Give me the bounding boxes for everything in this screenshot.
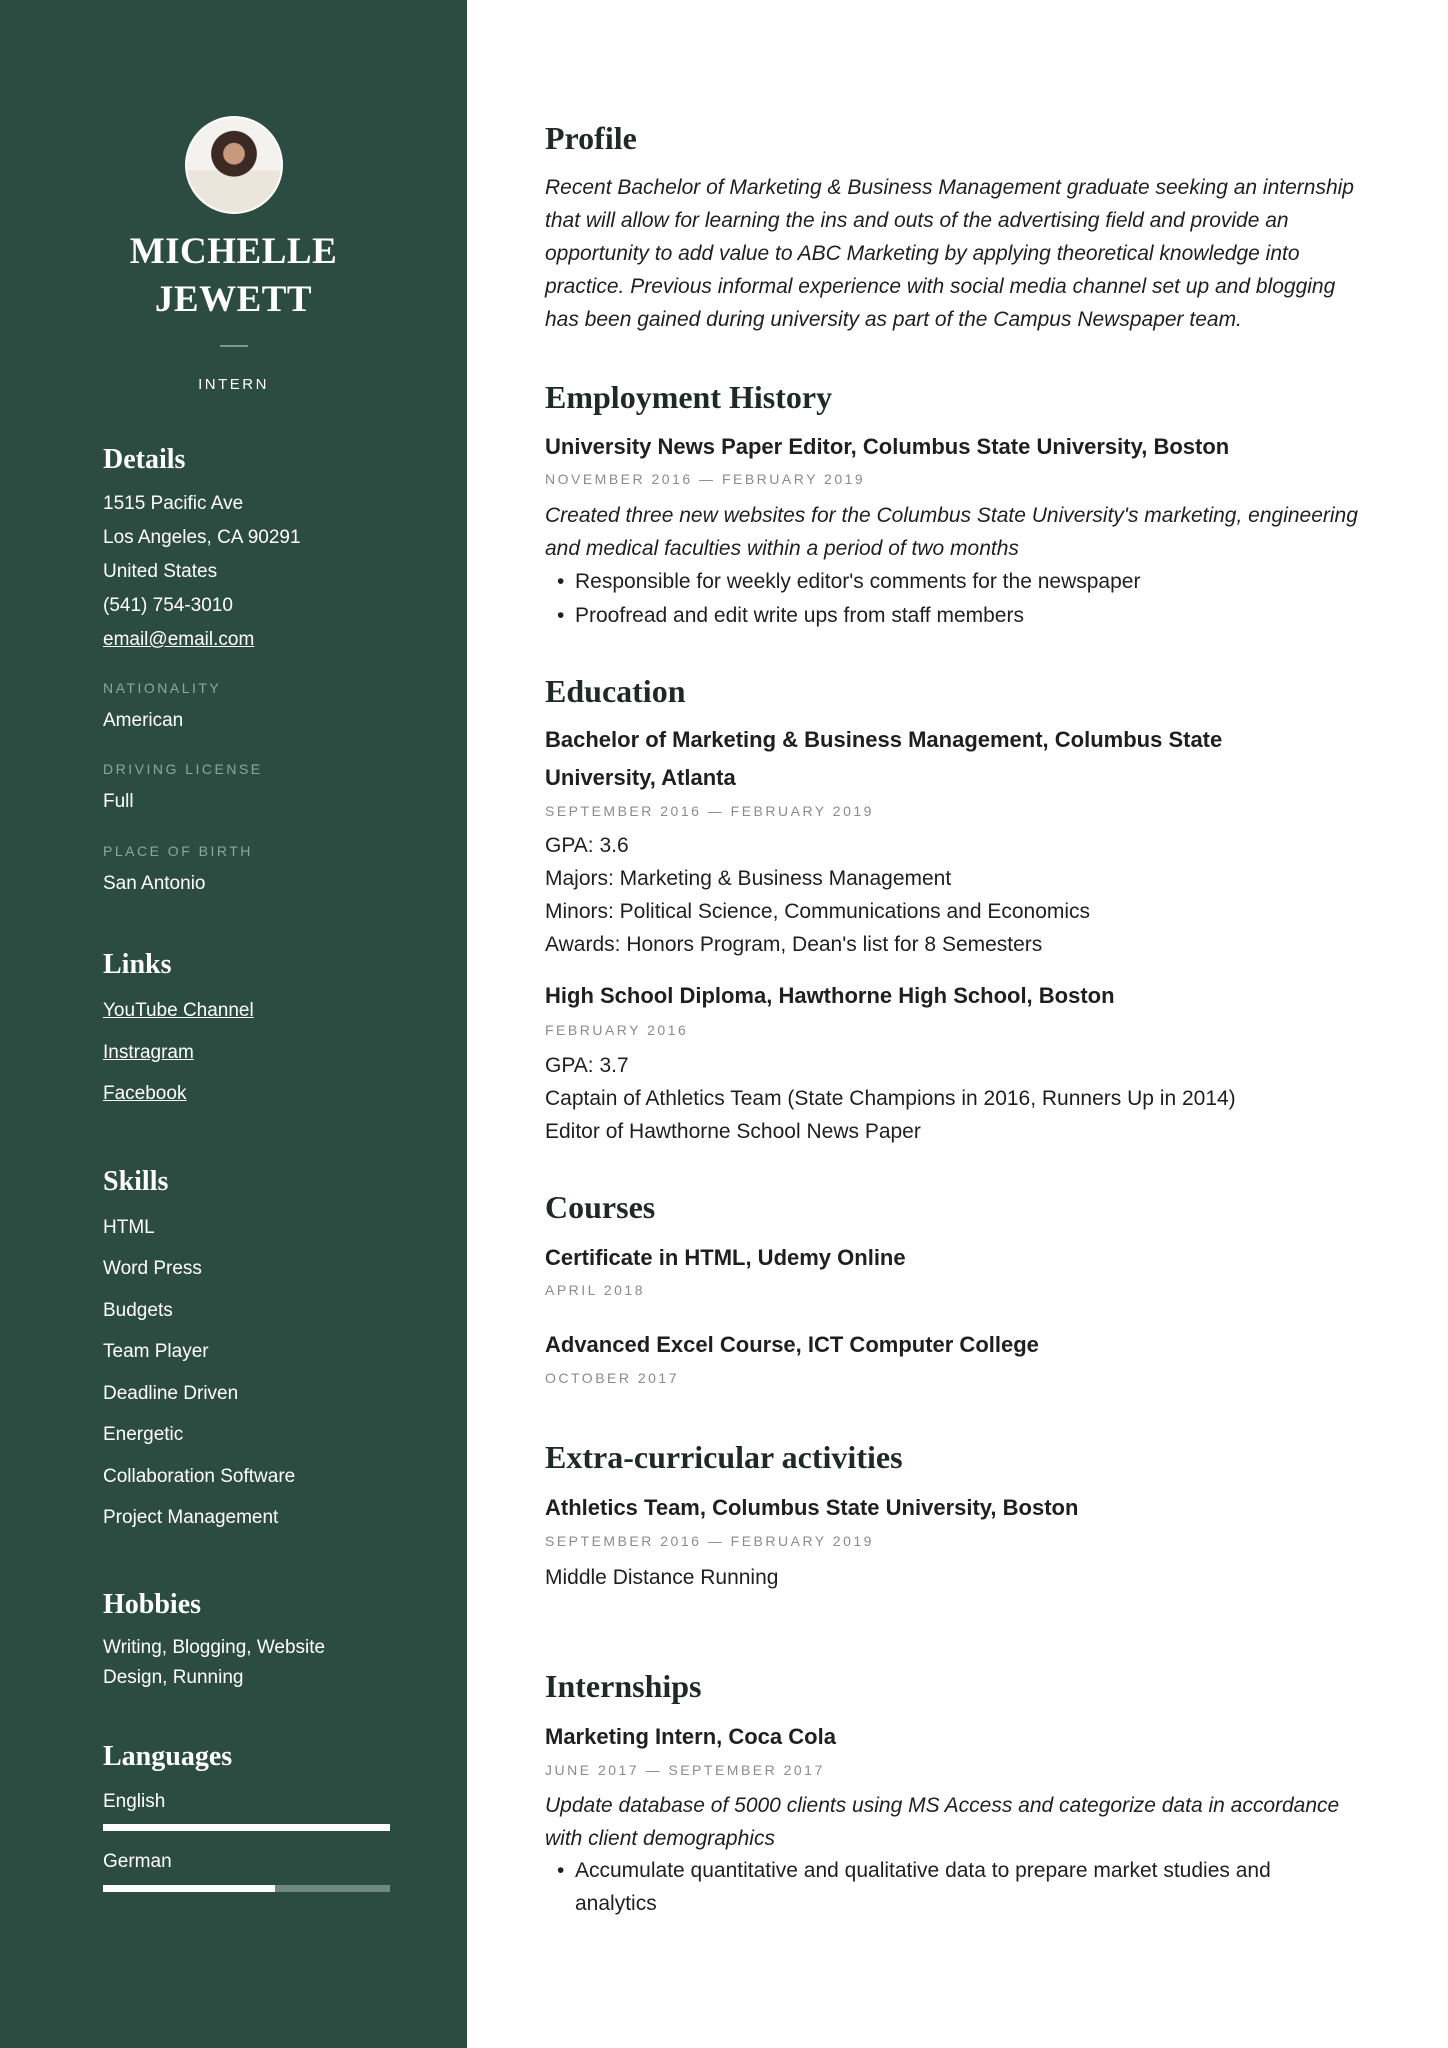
job-desc: and medical faculties within a period of two months <box>545 537 1019 560</box>
activity-title: Athletics Team, Columbus State University, Boston <box>545 1495 1079 1520</box>
skill-item: Budgets <box>103 1300 173 1321</box>
job-bullet: • Proofread and edit write ups from staff members <box>575 599 1024 632</box>
degree-line: Awards: Honors Program, Dean's list for 8 Semesters <box>545 933 1043 956</box>
profile-heading: Profile <box>545 120 637 156</box>
hobbies-heading: Hobbies <box>103 1589 202 1620</box>
school-date: FEBRUARY 2016 <box>545 1022 689 1038</box>
internship-bullet: • Accumulate quantitative and qualitative data to prepare market studies and <box>575 1854 1271 1887</box>
phone: (541) 754-3010 <box>103 595 233 616</box>
degree-line: Minors: Political Science, Communications and Economics <box>545 900 1091 923</box>
internships-heading: Internships <box>545 1668 702 1704</box>
language-level-bar-english <box>103 1824 390 1831</box>
skill-item: Energetic <box>103 1424 184 1445</box>
internship-date: JUNE 2017 — SEPTEMBER 2017 <box>545 1762 825 1778</box>
birth-label: PLACE OF BIRTH <box>103 843 253 859</box>
address-line2: Los Angeles, CA 90291 <box>103 527 301 548</box>
license: Full <box>103 791 134 812</box>
skill-item: HTML <box>103 1217 155 1238</box>
education-heading: Education <box>545 673 686 709</box>
course-title: Advanced Excel Course, ICT Computer College <box>545 1332 1039 1357</box>
course-title: Certificate in HTML, Udemy Online <box>545 1245 906 1270</box>
school-line: Editor of Hawthorne School News Paper <box>545 1120 921 1143</box>
degree-line: Majors: Marketing & Business Management <box>545 867 952 890</box>
school-title: High School Diploma, Hawthorne High School, Boston <box>545 983 1115 1008</box>
skill-item: Collaboration Software <box>103 1466 296 1487</box>
internship-desc: Update database of 5000 clients using MS Access and categorize data in accordance <box>545 1794 1340 1817</box>
birth: San Antonio <box>103 873 206 894</box>
language-level-fill <box>103 1824 390 1831</box>
skill-item: Word Press <box>103 1258 202 1279</box>
job-bullet: • Responsible for weekly editor's comments for the newspaper <box>575 565 1140 598</box>
hobbies-line2: Design, Running <box>103 1667 244 1688</box>
link-facebook[interactable]: Facebook <box>103 1083 187 1104</box>
license-label: DRIVING LICENSE <box>103 761 263 777</box>
email-link[interactable]: email@email.com <box>103 629 255 650</box>
language-english: English <box>103 1791 166 1812</box>
course-date: APRIL 2018 <box>545 1282 645 1298</box>
employment-heading: Employment History <box>545 379 833 415</box>
activity-date: SEPTEMBER 2016 — FEBRUARY 2019 <box>545 1533 874 1549</box>
sidebar <box>0 0 467 2048</box>
degree-line: GPA: 3.6 <box>545 834 629 857</box>
school-line: Captain of Athletics Team (State Champions in 2016, Runners Up in 2014) <box>545 1087 1236 1110</box>
degree-date: SEPTEMBER 2016 — FEBRUARY 2019 <box>545 803 874 819</box>
nationality: American <box>103 710 184 731</box>
language-level-bar-german <box>103 1885 390 1892</box>
internship-title: Marketing Intern, Coca Cola <box>545 1724 836 1749</box>
details-heading: Details <box>103 444 186 475</box>
job-title: University News Paper Editor, Columbus State University, Boston <box>545 434 1230 459</box>
degree-title: Bachelor of Marketing & Business Management, Columbus State <box>545 727 1223 752</box>
divider <box>220 345 248 347</box>
profile-line: has been gained during university as part of the Campus Newspaper team. <box>545 308 1242 331</box>
link-youtube[interactable]: YouTube Channel <box>103 1000 254 1021</box>
link-instagram[interactable]: Instragram <box>103 1042 194 1063</box>
language-german: German <box>103 1851 172 1872</box>
profile-line: Recent Bachelor of Marketing & Business Management graduate seeking an internship <box>545 176 1354 199</box>
languages-heading: Languages <box>103 1741 233 1772</box>
job-date: NOVEMBER 2016 — FEBRUARY 2019 <box>545 471 866 487</box>
profile-line: that will allow for learning the ins and outs of the advertising field and provide an <box>545 209 1289 232</box>
internship-desc: with client demographics <box>545 1827 775 1850</box>
name-last: JEWETT <box>154 279 313 320</box>
hobbies-line1: Writing, Blogging, Website <box>103 1637 326 1658</box>
school-line: GPA: 3.7 <box>545 1054 629 1077</box>
internship-bullet-cont: analytics <box>575 1892 657 1915</box>
courses-heading: Courses <box>545 1189 656 1225</box>
activity-text: Middle Distance Running <box>545 1566 779 1589</box>
job-desc: Created three new websites for the Columbus State University's marketing, engineering <box>545 504 1358 527</box>
language-level-fill <box>103 1885 275 1892</box>
skill-item: Deadline Driven <box>103 1383 239 1404</box>
profile-line: opportunity to add value to ABC Marketing by applying theoretical knowledge into <box>545 242 1300 265</box>
name-first: MICHELLE <box>129 231 338 272</box>
profile-line: practice. Previous informal experience with social media channel set up and blogging <box>545 275 1336 298</box>
job-title: INTERN <box>198 376 269 393</box>
extra-heading: Extra-curricular activities <box>545 1439 903 1475</box>
links-heading: Links <box>103 949 172 980</box>
avatar <box>185 116 283 214</box>
course-date: OCTOBER 2017 <box>545 1370 680 1386</box>
address-line1: 1515 Pacific Ave <box>103 493 244 514</box>
skill-item: Project Management <box>103 1507 279 1528</box>
skills-heading: Skills <box>103 1166 169 1197</box>
skill-item: Team Player <box>103 1341 209 1362</box>
degree-title-cont: University, Atlanta <box>545 765 736 790</box>
country: United States <box>103 561 218 582</box>
nationality-label: NATIONALITY <box>103 680 222 696</box>
